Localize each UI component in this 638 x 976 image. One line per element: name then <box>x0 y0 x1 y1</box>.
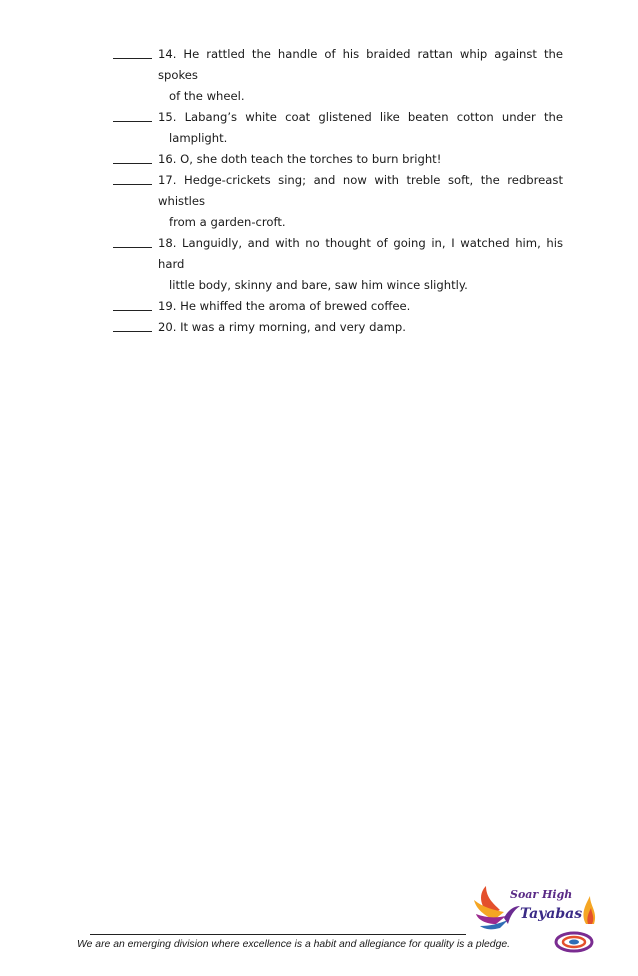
logo-text-tayabas: Tayabas <box>520 906 583 922</box>
item-17 <box>113 170 563 233</box>
item-text: 17. Hedge-crickets sing; and now with treble soft, the redbreast whistles <box>158 173 563 208</box>
item-text: 20. It was a rimy morning, and very damp. <box>158 320 406 334</box>
answer-blank[interactable] <box>113 317 152 332</box>
item-text-cont: little body, skinny and bare, saw him wince slightly. <box>169 278 468 292</box>
item-text: 16. O, she doth teach the torches to burn bright! <box>158 152 442 166</box>
item-text: 15. Labang’s white coat glistened like beaten cotton under the <box>158 110 563 124</box>
item-text-cont: of the wheel. <box>169 89 245 103</box>
item-text-cont: lamplight. <box>169 131 228 145</box>
answer-blank[interactable] <box>113 44 152 59</box>
answer-blank[interactable] <box>113 149 152 164</box>
item-20 <box>113 317 563 338</box>
item-text-cont: from a garden-croft. <box>169 215 286 229</box>
answer-blank[interactable] <box>113 296 152 311</box>
item-text: 14. He rattled the handle of his braided rattan whip against the spokes <box>158 47 563 82</box>
item-14 <box>113 44 563 107</box>
item-19 <box>113 296 563 317</box>
item-text: 19. He whiffed the aroma of brewed coffee. <box>158 299 411 313</box>
item-16 <box>113 149 563 170</box>
item-text: 18. Languidly, and with no thought of going in, I watched him, his hard <box>158 236 563 271</box>
logo-text-soar-high: Soar High <box>510 888 573 901</box>
answer-blank[interactable] <box>113 107 152 122</box>
exercise-items <box>113 44 563 338</box>
footer-motto: We are an emerging division where excellence is a habit and allegiance for quality is a pledge. <box>77 939 511 950</box>
footer-divider <box>90 934 466 935</box>
item-18 <box>113 233 563 296</box>
answer-blank[interactable] <box>113 170 152 185</box>
item-15 <box>113 107 563 149</box>
soar-high-tayabas-logo <box>474 884 598 956</box>
answer-blank[interactable] <box>113 233 152 248</box>
